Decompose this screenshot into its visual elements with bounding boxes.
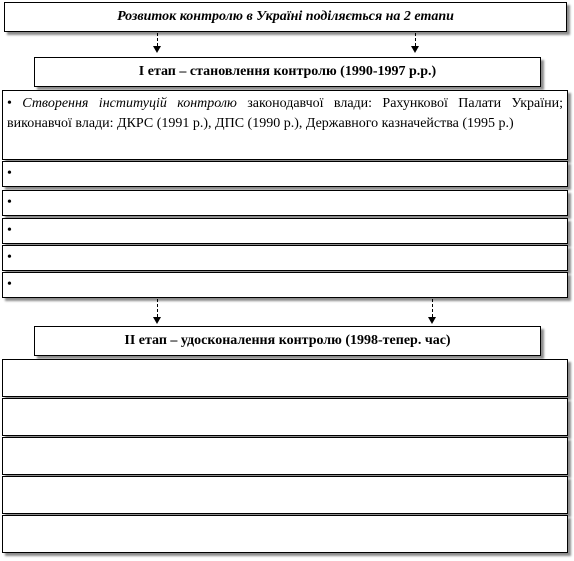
arrow-line-right-2	[432, 299, 433, 317]
bullet-marker: •	[7, 277, 12, 292]
stage-2-heading-text: ІІ етап – удосконалення контролю (1998-тепер. час)	[124, 333, 451, 348]
bullet-marker: •	[7, 223, 12, 238]
stage-1-item-1-lead: Створення інституцій контролю	[22, 96, 237, 111]
stage-1-item-1-text: законодавчої влади: Рахункової Палати України; виконавчої влади: ДКРС (1991 р.), ДПС (1990 р.), Державного казначейства (1995 р.)	[7, 96, 563, 131]
arrow-head-right-2	[428, 317, 436, 324]
arrow-head-left-1	[153, 46, 161, 53]
arrow-head-left-2	[153, 317, 161, 324]
stage-2-item-2	[2, 398, 568, 436]
stage-2-heading	[34, 326, 541, 356]
stage-1-item-4	[2, 218, 568, 244]
stage-1-item-6	[2, 272, 568, 298]
stage-1-item-2	[2, 161, 568, 187]
diagram-title-text: Розвиток контролю в Україні поділяється на 2 етапи	[117, 9, 454, 24]
stage-2-item-1	[2, 359, 568, 397]
stage-2-item-3	[2, 437, 568, 475]
bullet-marker: •	[7, 96, 12, 111]
stage-1-item-1	[2, 90, 568, 160]
stage-1-heading-text: І етап – становлення контролю (1990-1997 р.р.)	[138, 64, 437, 79]
stage-1-item-5	[2, 245, 568, 271]
bullet-marker: •	[7, 166, 12, 181]
bullet-marker: •	[7, 250, 12, 265]
stage-2-item-4	[2, 476, 568, 514]
stage-2-item-5	[2, 515, 568, 553]
arrow-line-left-1	[157, 33, 158, 46]
stage-1-item-3	[2, 190, 568, 216]
arrow-line-right-1	[415, 33, 416, 46]
stage-1-heading	[34, 57, 541, 87]
arrow-head-right-1	[411, 46, 419, 53]
bullet-marker: •	[7, 195, 12, 210]
arrow-line-left-2	[157, 299, 158, 317]
diagram-title	[4, 2, 567, 32]
